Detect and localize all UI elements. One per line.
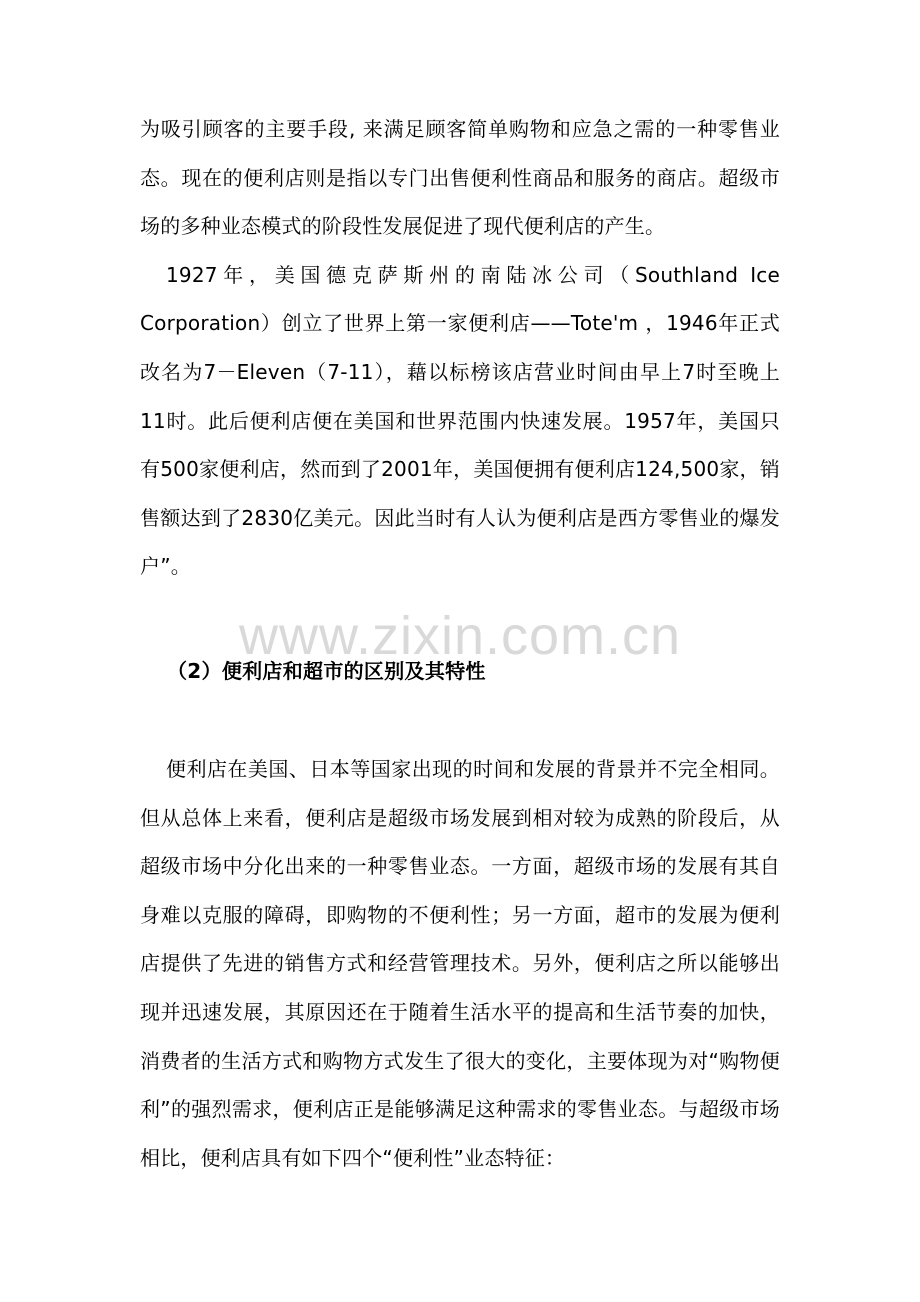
paragraph-seven-eleven-history: 1927年，美国德克萨斯州的南陆冰公司（Southland Ice Corporation）创立了世界上第一家便利店——Tote'm ，1946年正式改名为7－Eleven（7-11），藉以标榜该店营业时间由早上7时至晚上11时。此后便利店便在美国和世界范围内快速发展。1957年，美国只有500家便利店，然而到了2001年，美国便拥有便利店124,500家，销售额达到了2830亿美元。因此当时有人认为便利店是西方零售业的爆发户”。: [140, 262, 780, 579]
watermark-text: www.zixin.com.cn: [238, 606, 682, 666]
paragraph-intro-continuation: 为吸引顾客的主要手段, 来满足顾客简单购物和应急之需的一种零售业态。现在的便利店则是指以专门出售便利性商品和服务的商店。超级市场的多种业态模式的阶段性发展促进了现代便利店的产生。: [140, 117, 780, 239]
section-heading: （2）便利店和超市的区别及其特性: [167, 658, 486, 683]
document-body: [140, 105, 780, 1182]
paragraph-convenience-vs-supermarket: 便利店在美国、日本等国家出现的时间和发展的背景并不完全相同。但从总体上来看，便利店是超级市场发展到相对较为成熟的阶段后，从超级市场中分化出来的一种零售业态。一方面，超级市场的发展有其自身难以克服的障碍，即购物的不便利性；另一方面，超市的发展为便利店提供了先进的销售方式和经营管理技术。另外，便利店之所以能够出现并迅速发展，其原因还在于随着生活水平的提高和生活节奏的加快，消费者的生活方式和购物方式发生了很大的变化，主要体现为对“购物便利”的强烈需求，便利店正是能够满足这种需求的零售业态。与超级市场相比，便利店具有如下四个“便利性”业态特征：: [140, 756, 780, 1170]
